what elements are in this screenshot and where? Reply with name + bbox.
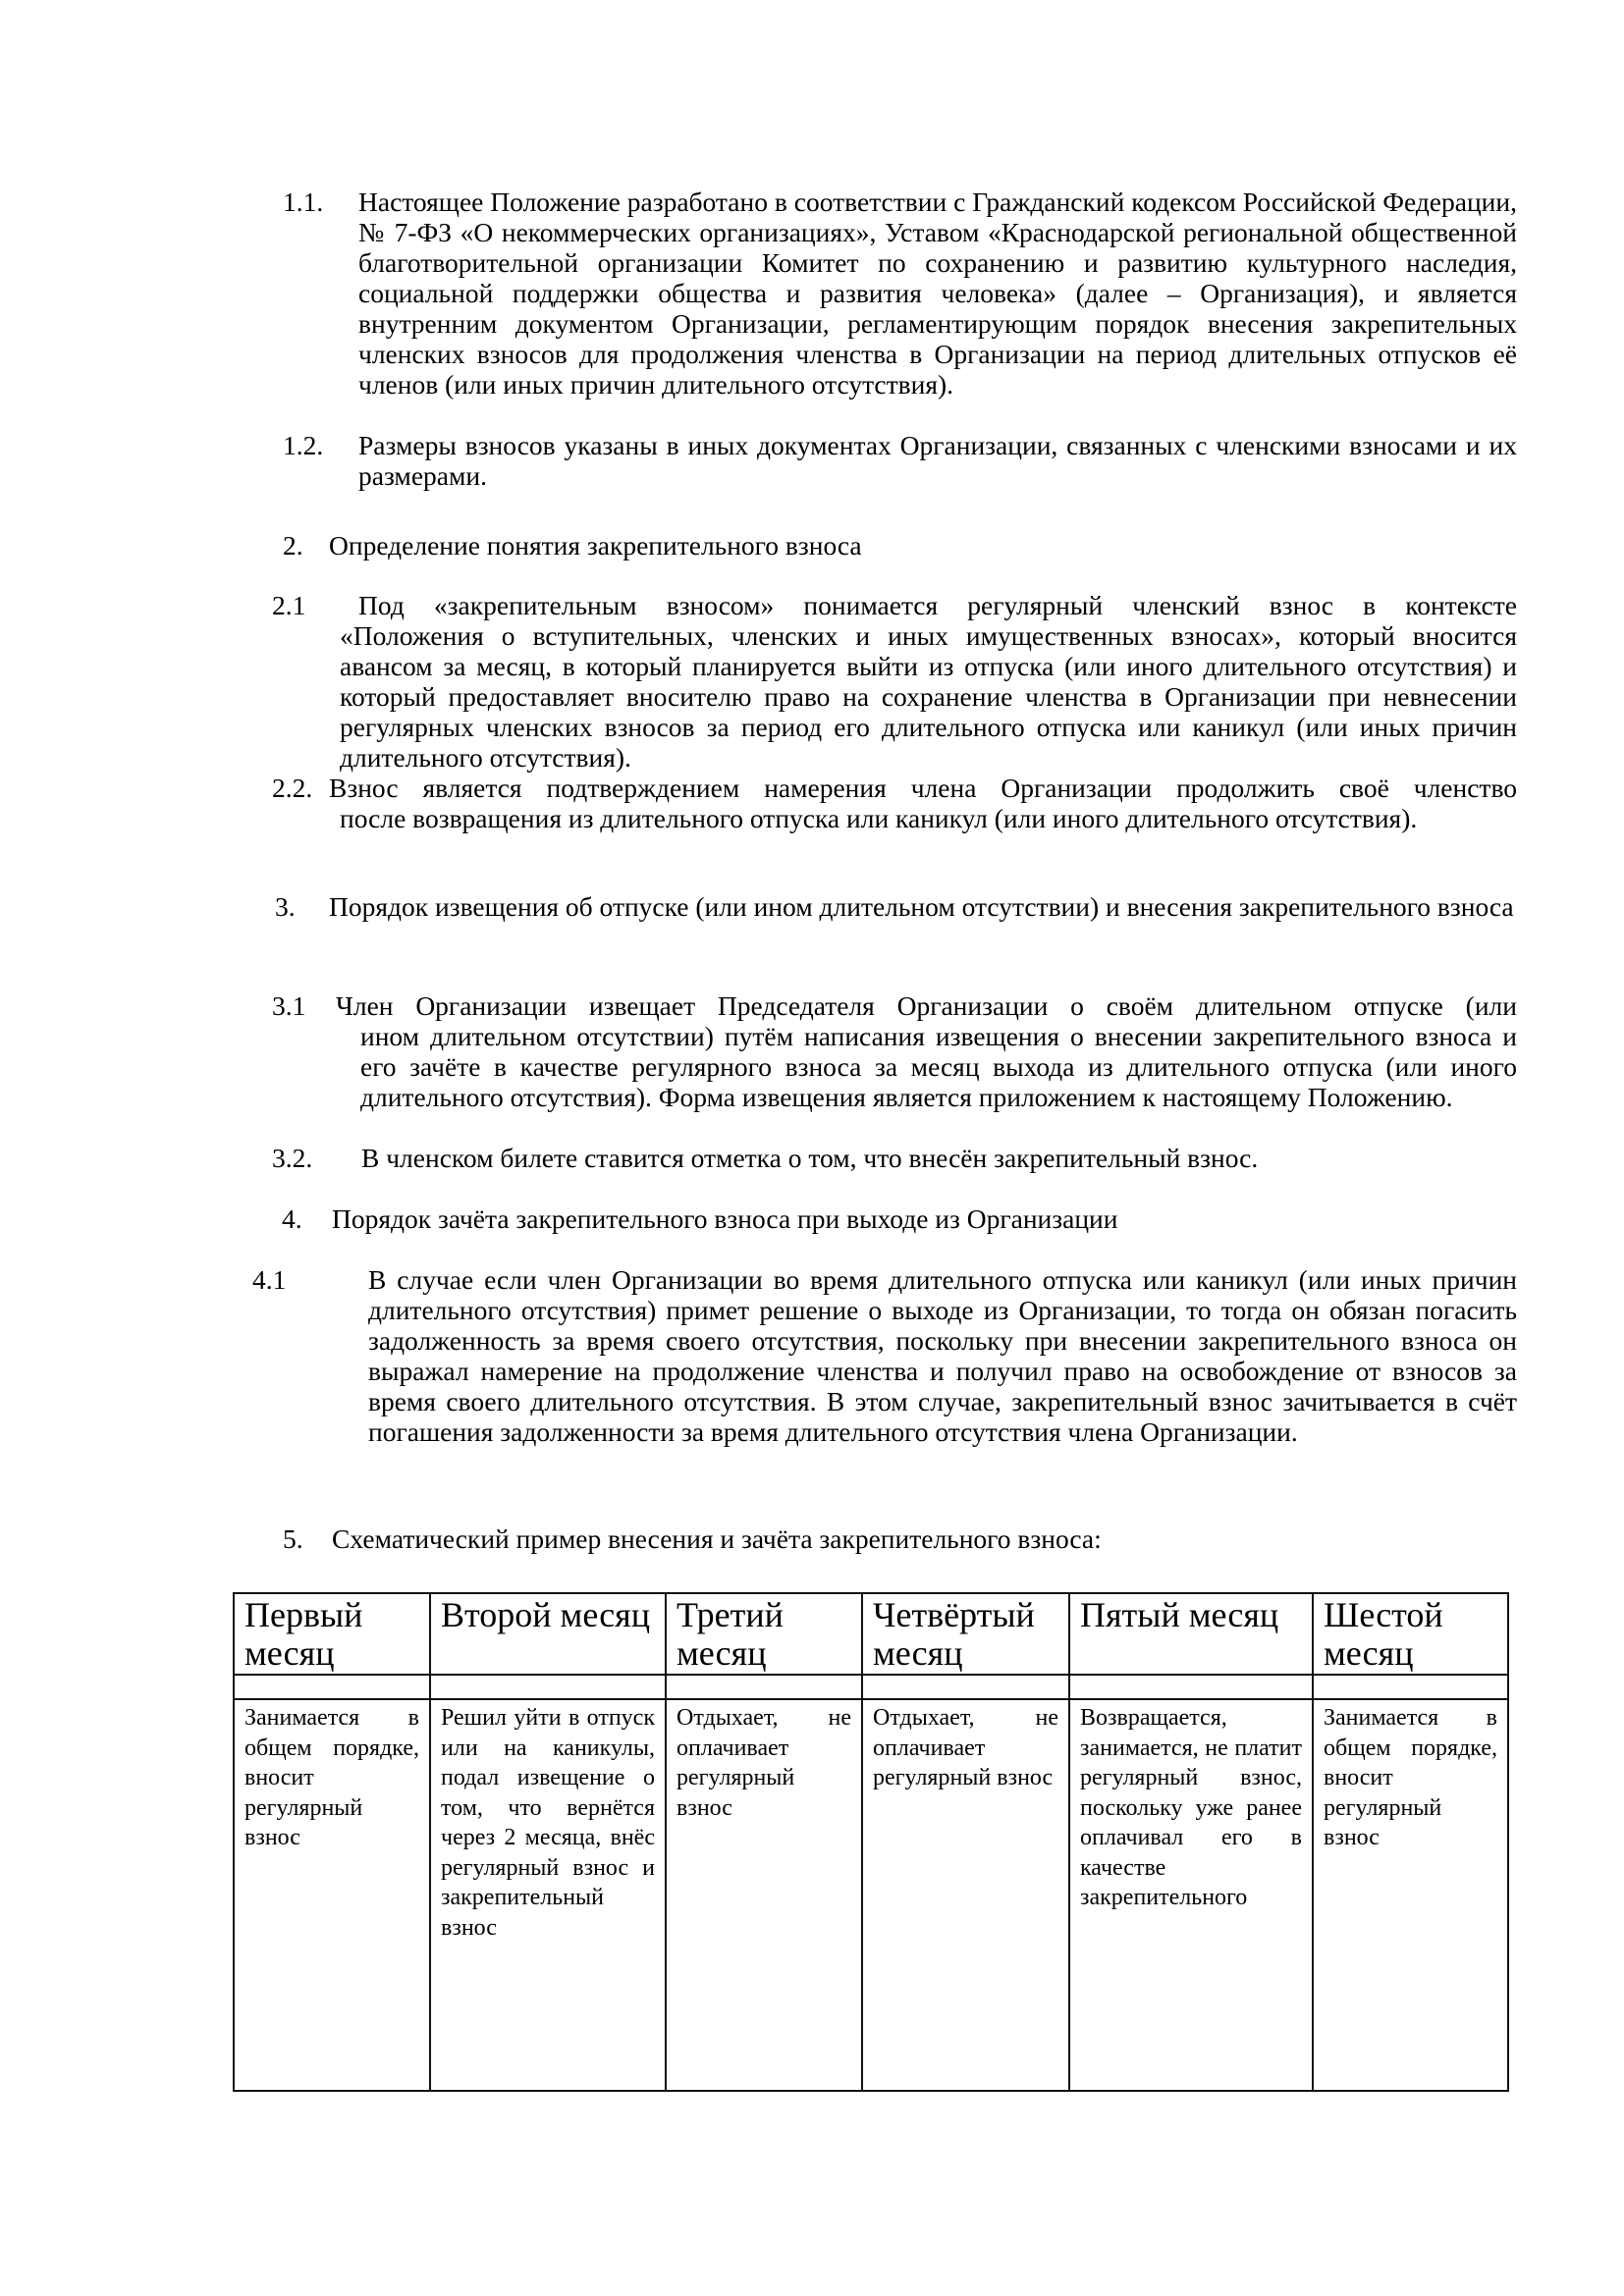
section-heading-5 (283, 1523, 1517, 1554)
paragraph-1-1 (283, 187, 1517, 432)
section-title: Порядок зачёта закрепительного взноса при выходе из Организации (332, 1203, 1118, 1234)
table-row (234, 1699, 1508, 2091)
paragraph-number: 1.1. (283, 187, 324, 217)
section-number: 2. (283, 530, 303, 561)
paragraph-text: после возвращения из длительного отпуска или каникул (или иного длительного отсутствия). (340, 803, 1418, 833)
paragraph-text: Настоящее Положение разработано в соответствии с Гражданский кодексом Российской Федерации, № 7-ФЗ «О некоммерческих организациях», Уставом «Краснодарской региональной общественной благотворительной организации Комитет по сохранению и развитию культурного наследия, социальной поддержки общества и развития человека» (далее – Организация), и является внутренним документом Организации, регламентирующим порядок внесения закрепительных членских взносов для продолжения членства в Организации на период длительных отпусков её членов (или иных причин длительного отсутствия). (358, 187, 1517, 400)
paragraph-text: В случае если член Организации во время длительного отпуска или каникул (или иных причин длительного отсутствия) примет решение о выходе из Организации, то тогда он обязан погасить задолженность за время своего отсутствия, поскольку при внесении закрепительного взноса он выражал намерение на продолжение членства и получил право на освобождение от взносов за время своего длительного отсутствия. В этом случае, закрепительный взнос зачитывается в счёт погашения задолженности за время длительного отсутствия члена Организации. (368, 1264, 1517, 1447)
section-heading-2 (283, 530, 1517, 561)
paragraph-4-1 (252, 1264, 1517, 1480)
table-cell (1069, 1675, 1313, 1699)
table-cell: Возвращается, занимается, не платит регулярный взнос, поскольку уже ранее оплачивал его в качестве закрепительного (1069, 1699, 1313, 2091)
section-number: 3. (275, 891, 296, 922)
paragraph-text: В членском билете ставится отметка о том, что внесён закрепительный взнос. (361, 1143, 1259, 1173)
section-number: 5. (283, 1523, 303, 1554)
table-cell: Решил уйти в отпуск или на каникулы, подал извещение о том, что вернётся через 2 месяца, внёс регулярный взнос и закрепительный взнос (430, 1699, 666, 2091)
table-header-cell: Третий месяц (666, 1593, 862, 1675)
table-cell (862, 1675, 1069, 1699)
paragraph-number: 2.2. (272, 773, 313, 803)
section-title: Схематический пример внесения и зачёта закрепительного взноса: (332, 1523, 1102, 1554)
table-header-cell: Первый месяц (234, 1593, 430, 1675)
paragraph-text: «Положения о вступительных, членских и иных имущественных взносах», который вносится авансом за месяц, в который планируется выйти из отпуска (или иного длительного отсутствия) и который предоставляет вносителю право на сохранение членства в Организации при невнесении регулярных членских взносов за период его длительного отпуска или каникул (или иных причин длительного отсутствия). (340, 620, 1517, 773)
section-title: Определение понятия закрепительного взноса (329, 530, 862, 561)
paragraph-first-line: Член Организации извещает Председателя Организации о своём длительном отпуске (или (336, 990, 1517, 1021)
table-cell (666, 1675, 862, 1699)
table-cell: Отдыхает, не оплачивает регулярный взнос (666, 1699, 862, 2091)
table-cell: Занимается в общем порядке, вносит регулярный взнос (234, 1699, 430, 2091)
paragraph-number: 1.2. (283, 430, 324, 460)
paragraph-2-2 (272, 773, 1517, 866)
paragraph-number: 2.1 (272, 590, 306, 620)
paragraph-first-line: Под «закрепительным взносом» понимается регулярный членский взнос в контексте (358, 590, 1517, 620)
table-cell: Отдыхает, не оплачивает регулярный взнос (862, 1699, 1069, 2091)
paragraph-number: 3.2. (272, 1143, 313, 1173)
section-heading-4 (282, 1203, 1517, 1234)
paragraph-2-1 (272, 590, 1517, 776)
section-number: 4. (282, 1203, 302, 1234)
paragraph-text: ином длительном отсутствии) путём написания извещения о внесении закрепительного взноса и его зачёте в качестве регулярного взноса за месяц выхода из длительного отпуска (или иного длительного отсутствия). Форма извещения является приложением к настоящему Положению. (360, 1021, 1517, 1112)
table-header-cell: Шестой месяц (1313, 1593, 1508, 1675)
section-title: Порядок извещения об отпуске (или ином длительном отсутствии) и внесения закрепительного взноса (329, 891, 1514, 922)
table-header-cell: Четвёртый месяц (862, 1593, 1069, 1675)
table-header-row (234, 1593, 1508, 1675)
paragraph-number: 4.1 (252, 1264, 287, 1295)
paragraph-3-1 (272, 990, 1517, 1148)
table-header-cell: Пятый месяц (1069, 1593, 1313, 1675)
table-empty-row (234, 1675, 1508, 1699)
table-cell: Занимается в общем порядке, вносит регулярный взнос (1313, 1699, 1508, 2091)
section-heading-3 (275, 891, 1517, 952)
table-header-cell: Второй месяц (430, 1593, 666, 1675)
table-cell (234, 1675, 430, 1699)
paragraph-number: 3.1 (272, 990, 306, 1021)
paragraph-text: Размеры взносов указаны в иных документах Организации, связанных с членскими взносами и их размерами. (358, 430, 1517, 491)
paragraph-3-2 (272, 1143, 1517, 1173)
contribution-schedule-table (233, 1592, 1509, 2092)
table-cell (1313, 1675, 1508, 1699)
table-cell (430, 1675, 666, 1699)
paragraph-1-2 (283, 430, 1517, 491)
paragraph-first-line: Взнос является подтверждением намерения члена Организации продолжить своё членство (329, 773, 1517, 803)
